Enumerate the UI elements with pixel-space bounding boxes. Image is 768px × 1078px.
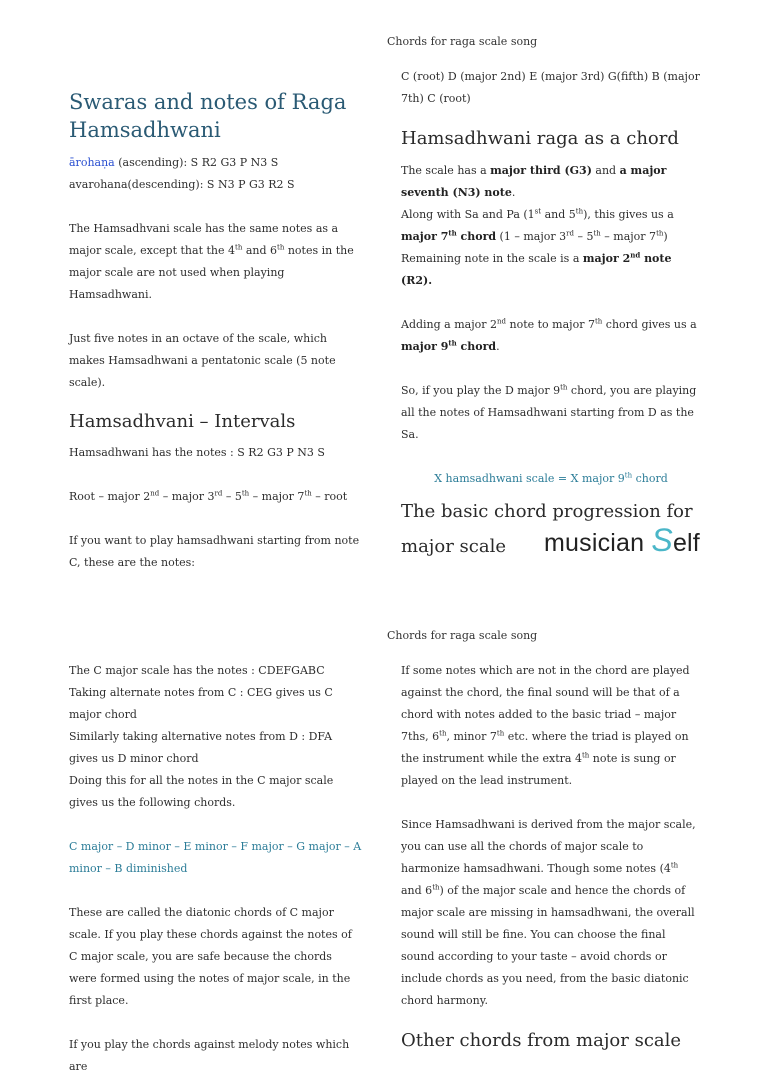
text-line: Taking alternate notes from C : CEG gives us C major chord bbox=[69, 686, 333, 721]
text-line: Similarly taking alternative notes from D : DFA gives us D minor chord bbox=[69, 730, 333, 765]
left-column-page1 bbox=[69, 88, 364, 574]
paragraph: Since Hamsadhwani is derived from the major scale, you can use all the chords of major scale to harmonize hamsadhwani. Though some notes (4th and 6th) of the major scale and hence the chords of major scale are missing in hamsadhwani, the overall sound will still be fine. You can choose the final sound according to your taste – avoid chords or include chords as you need, from the basic diatonic chord harmony. bbox=[401, 818, 696, 1007]
paragraph: If some notes which are not in the chord are played against the chord, the final sound will be that of a chord with notes added to the basic triad – major 7ths, 6th, minor 7th etc. where the triad is played on the instrument while the extra 4th note is sung or played on the lead instrument. bbox=[401, 664, 690, 787]
intervals-heading: Hamsadhvani – Intervals bbox=[69, 411, 296, 432]
paragraph: The Hamsadhvani scale has the same notes as a major scale, except that the 4th and 6th notes in the major scale are not used when playing Hamsadhwani. bbox=[69, 222, 354, 301]
right-column-page1 bbox=[401, 66, 701, 564]
paragraph: Along with Sa and Pa (1st and 5th), this gives us a major 7th chord (1 – major 3rd – 5th – major 7th) bbox=[401, 207, 674, 243]
formula-line: X hamsadhwani scale = X major 9th chord bbox=[434, 471, 668, 485]
page-header: Chords for raga scale song bbox=[387, 629, 538, 642]
paragraph: Remaining note in the scale is a major 2nd note (R2). bbox=[401, 250, 672, 287]
right-column-page2 bbox=[401, 660, 696, 1056]
paragraph: The scale has a major third (G3) and a major seventh (N3) note. bbox=[401, 164, 667, 199]
text-line: Doing this for all the notes in the C major scale gives us the following chords. bbox=[69, 774, 334, 809]
paragraph: So, if you play the D major 9th chord, you are playing all the notes of Hamsadhwani starting from D as the Sa. bbox=[401, 383, 697, 441]
paragraph: If you want to play hamsadhwani starting from note C, these are the notes: bbox=[69, 534, 360, 569]
arohana-line: ārohaṇa (ascending): S R2 G3 P N3 S bbox=[69, 156, 279, 169]
paragraph: If you play the chords against melody notes which are bbox=[69, 1038, 350, 1073]
musicianself-logo: musician Self bbox=[544, 522, 700, 558]
avarohana-line: avarohana(descending): S N3 P G3 R2 S bbox=[69, 178, 295, 191]
paragraph: Adding a major 2nd note to major 7th chord gives us a major 9th chord. bbox=[401, 317, 697, 353]
progression-heading: The basic chord progression for major scale bbox=[401, 501, 693, 557]
intervals-sequence: Root – major 2nd – major 3rd – 5th – major 7th – root bbox=[69, 489, 348, 503]
diatonic-chords-line: C major – D minor – E minor – F major – G major – A minor – B diminished bbox=[69, 840, 362, 875]
text-line: The C major scale has the notes : CDEFGABC bbox=[69, 664, 325, 677]
left-column-page2 bbox=[69, 660, 363, 1078]
c-notes-line: C (root) D (major 2nd) E (major 3rd) G(fifth) B (major 7th) C (root) bbox=[401, 70, 700, 105]
paragraph: Just five notes in an octave of the scale, which makes Hamsadhwani a pentatonic scale (5 note scale). bbox=[69, 332, 336, 389]
chord-heading: Hamsadhwani raga as a chord bbox=[401, 128, 679, 149]
intervals-notes: Hamsadhwani has the notes : S R2 G3 P N3 S bbox=[69, 446, 325, 459]
arohana-link[interactable]: ārohaṇa bbox=[69, 156, 115, 169]
page-header: Chords for raga scale song bbox=[387, 35, 538, 48]
other-chords-heading: Other chords from major scale bbox=[401, 1030, 682, 1051]
paragraph: These are called the diatonic chords of C major scale. If you play these chords against the notes of C major scale, you are safe because the chords were formed using the notes of major scale, in the first place. bbox=[69, 906, 352, 1007]
page-title: Swaras and notes of Raga Hamsadhwani bbox=[69, 90, 347, 142]
